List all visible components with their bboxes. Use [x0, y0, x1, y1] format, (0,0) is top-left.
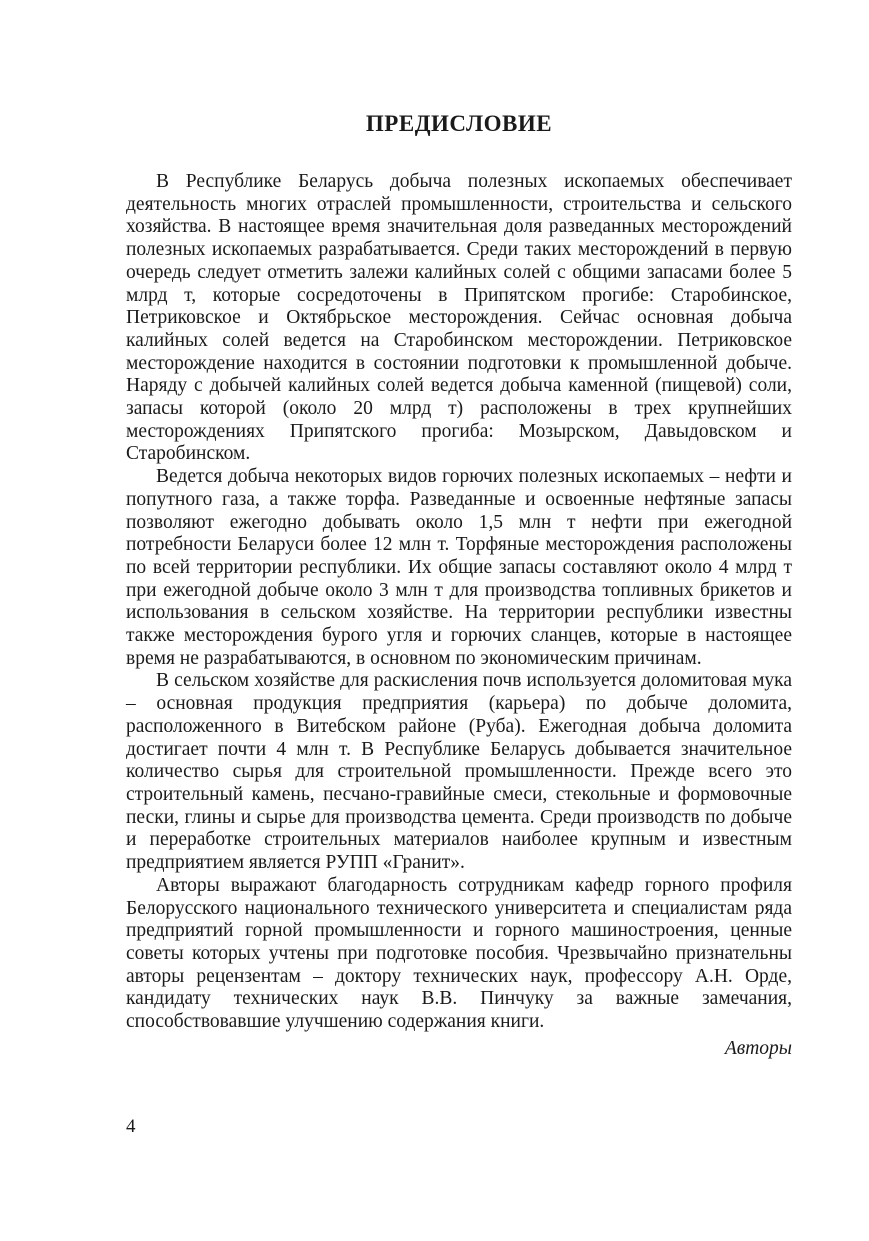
page-body: [126, 110, 792, 1061]
paragraph-2: Ведется добыча некоторых видов горючих полезных ископаемых – нефти и попутного газа, а также торфа. Разведанные и освоенные нефтяные запасы позволяют ежегодно добывать около 1,5 млн т нефти при ежегодной потребности Беларуси более 12 млн т. Торфяные месторождения расположены по всей территории республики. Их общие запасы составляют около 4 млрд т при ежегодной добыче около 3 млн т для производства топливных брикетов и использования в сельском хозяйстве. На территории республики известны также месторождения бурого угля и горючих сланцев, которые в настоящее время не разрабатываются, в основном по экономическим причинам.: [126, 466, 792, 669]
paragraph-1: В Республике Беларусь добыча полезных ископаемых обеспечивает деятельность многих отраслей промышленности, строительства и сельского хозяйства. В настоящее время значительная доля разведанных месторождений полезных ископаемых разрабатывается. Среди таких месторождений в первую очередь следует отметить залежи калийных солей с общими запасами более 5 млрд т, которые сосредоточены в Припятском прогибе: Старобинское, Петриковское и Октябрьское месторождения. Сейчас основная добыча калийных солей ведется на Старобинском месторождении. Петриковское месторождение находится в состоянии подготовки к промышленной добыче. Наряду с добычей калийных солей ведется добыча каменной (пищевой) соли, запасы которой (около 20 млрд т) расположены в трех крупнейших месторождениях Припятского прогиба: Мозырском, Давыдовском и Старобинском.: [126, 171, 792, 465]
paragraph-4: Авторы выражают благодарность сотрудникам кафедр горного профиля Белорусского национального технического университета и специалистам ряда предприятий горной промышленности и горного машиностроения, ценные советы которых учтены при подготовке пособия. Чрезвычайно признательны авторы рецензентам – доктору технических наук, профессору А.Н. Орде, кандидату технических наук В.В. Пинчуку за важные замечания, способствовавшие улучшению содержания книги.: [126, 874, 792, 1033]
paragraph-3: В сельском хозяйстве для раскисления почв используется доломитовая мука – основная продукция предприятия (карьера) по добыче доломита, расположенного в Витебском районе (Руба). Ежегодная добыча доломита достигает почти 4 млн т. В Республике Беларусь добывается значительное количество сырья для строительной промышленности. Прежде всего это строительный камень, песчано-гравийные смеси, стекольные и формовочные пески, глины и сырье для производства цемента. Среди производств по добыче и переработке строительных материалов наиболее крупным и известным предприятием является РУПП «Гранит».: [126, 670, 792, 874]
authors-signature: Авторы: [724, 1037, 792, 1059]
page-title: ПРЕДИСЛОВИЕ: [365, 111, 553, 136]
page-number: 4: [126, 1116, 136, 1137]
